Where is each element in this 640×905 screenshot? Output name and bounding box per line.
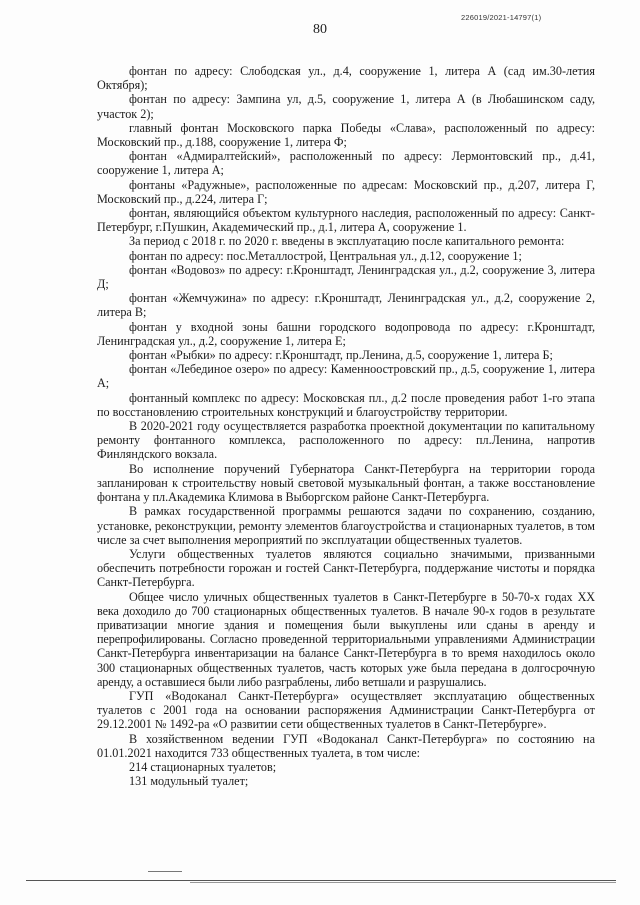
paragraph: ГУП «Водоканал Санкт-Петербурга» осуществляет эксплуатацию общественных туалетов с 2001 года на основании распоряжения Администрации Санкт-Петербурга от 29.12.2001 № 1492-ра «О развитии сети общественных туалетов в Санкт-Петербурге». (97, 688, 595, 732)
page-number: 80 (313, 22, 327, 37)
paragraph: фонтан «Жемчужина» по адресу: г.Кронштадт, Ленинградская ул., д.2, сооружение 2, литера В; (97, 291, 595, 320)
paragraph: фонтан по адресу: Зампина ул, д.5, сооружение 1, литера А (в Любашинском саду, участок 2); (97, 92, 595, 121)
paragraph: фонтан «Адмиралтейский», расположенный по адресу: Лермонтовский пр., д.41, сооружение 1, литера А; (97, 149, 595, 178)
paragraph: В хозяйственном ведении ГУП «Водоканал Санкт-Петербурга» по состоянию на 01.01.2021 находится 733 общественных туалета, в том числе: (97, 731, 595, 760)
paragraph: фонтаны «Радужные», расположенные по адресам: Московский пр., д.207, литера Г, Московский пр., д.224, литера Г; (97, 177, 595, 206)
list-item: 214 стационарных туалетов; (129, 759, 277, 774)
toilet-list (97, 760, 595, 788)
footer-rule (26, 880, 616, 881)
document-body (97, 64, 595, 788)
paragraph: Услуги общественных туалетов являются социально значимыми, призванными обеспечить потребности горожан и гостей Санкт-Петербурга, поддержание чистоты и порядка Санкт-Петербурга. (97, 546, 595, 590)
paragraph: фонтан по адресу: пос.Металлострой, Центральная ул., д.12, сооружение 1; (129, 248, 522, 263)
paragraph: фонтанный комплекс по адресу: Московская пл., д.2 после проведения работ 1-го этапа по восстановлению строительных конструкций и благоустройству территории. (97, 390, 595, 419)
list-item: 131 модульный туалет; (129, 774, 249, 789)
paragraph: В 2020-2021 году осуществляется разработка проектной документации по капитальному ремонту фонтанного комплекса, расположенного по адресу: пл.Ленина, напротив Финляндского вокзала. (97, 419, 595, 462)
paragraph: Во исполнение поручений Губернатора Санкт-Петербурга на территории города запланирован к строительству новый световой музыкальный фонтан, а также восстановление фонтана у пл.Академика Климова в Выборгском районе Санкт-Петербурга. (97, 461, 595, 505)
paragraph: фонтан по адресу: Слободская ул., д.4, сооружение 1, литера А (сад им.30-летия Октября); (97, 64, 595, 93)
paragraph: фонтан «Рыбки» по адресу: г.Кронштадт, пр.Ленина, д.5, сооружение 1, литера Б; (129, 348, 553, 363)
paragraph: В рамках государственной программы решаются задачи по сохранению, созданию, установке, реконструкции, ремонту элементов благоустройства и стационарных туалетов, в том числе за счет выполнения мероприятий по эксплуатации общественных туалетов. (97, 504, 595, 547)
paragraph: За период с 2018 г. по 2020 г. введены в эксплуатацию после капитального ремонта: (129, 234, 565, 249)
scan-mark (148, 871, 182, 872)
paragraph: фонтан, являющийся объектом культурного наследия, расположенный по адресу: Санкт-Петербург, г.Пушкин, Академический пр., д.1, литера А, сооружение 1. (97, 206, 595, 235)
paragraph: фонтан у входной зоны башни городского водопровода по адресу: г.Кронштадт, Ленинградская ул., д.2, сооружение 1, литера Е; (97, 319, 595, 348)
paragraph: главный фонтан Московского парка Победы «Слава», расположенный по адресу: Московский пр., д.188, сооружение 1, литера Ф; (97, 120, 595, 150)
paragraph: Общее число уличных общественных туалетов в Санкт-Петербурге в 50-70-х годах XX века доходило до 700 стационарных общественных туалетов. В начале 90-х годов в результате приватизации многие здания и помещения были выкуплены или сданы в аренду и перепрофилированы. Согласно проведенной территориальными управлениями Администрации Санкт-Петербурга инвентаризации на балансе Санкт-Петербурга в то время находилось около 300 стационарных общественных туалетов, часть которых уже была передана в долгосрочную аренду, а оставшиеся были либо разграблены, либо ветшали и разрушались. (97, 589, 595, 689)
footer-rule-shadow (190, 882, 616, 883)
document-id: 226019/2021-14797(1) (461, 13, 542, 22)
paragraph: фонтан «Лебединое озеро» по адресу: Каменноостровский пр., д.5, сооружение 1, литера А; (97, 362, 595, 391)
paragraph: фонтан «Водовоз» по адресу: г.Кронштадт, Ленинградская ул., д.2, сооружение 3, литера Д; (97, 262, 595, 292)
